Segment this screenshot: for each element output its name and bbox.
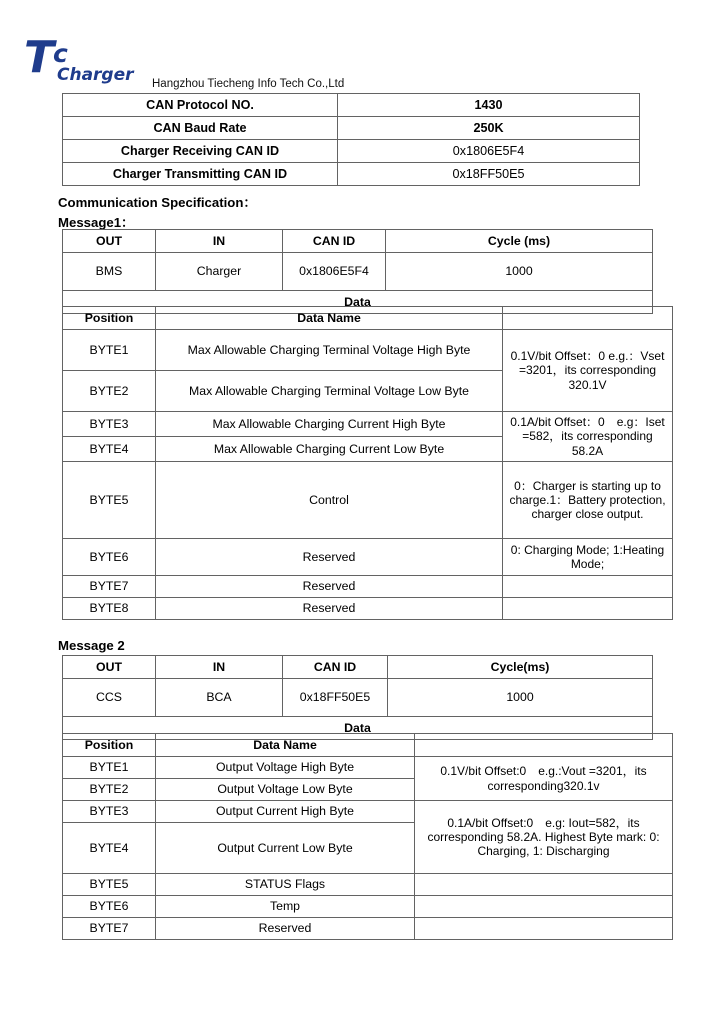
table-row [63, 679, 653, 717]
table-row [63, 253, 653, 291]
message1-heading: Message1： [58, 215, 135, 230]
msg1-byte4-position: BYTE4 [63, 437, 156, 462]
msg2-byte5-desc [415, 874, 673, 896]
msg2-col-dataname: Data Name [156, 734, 415, 757]
table-row [63, 462, 673, 539]
msg1-col-in: IN [156, 230, 283, 253]
msg2-byte7-position: BYTE7 [63, 918, 156, 940]
msg1-byte6-name: Reserved [156, 539, 503, 576]
msg2-byte1-name: Output Voltage High Byte [156, 757, 415, 779]
msg2-data-banner: Data [63, 717, 653, 740]
msg2-byte2-position: BYTE2 [63, 779, 156, 801]
table-row [63, 734, 673, 757]
msg2-byte4-name: Output Current Low Byte [156, 823, 415, 874]
msg2-byte7-name: Reserved [156, 918, 415, 940]
table-row [63, 140, 640, 163]
table-row [63, 576, 673, 598]
msg1-byte3-name: Max Allowable Charging Current High Byte [156, 412, 503, 437]
table-row [63, 539, 673, 576]
msg2-byte6-desc [415, 896, 673, 918]
msg2-col-canid: CAN ID [283, 656, 388, 679]
msg1-desc-voltage: 0.1V/bit Offset：0 e.g.：Vset =3201，its corresponding 320.1V [503, 330, 673, 412]
msg2-desc-voltage: 0.1V/bit Offset:0 e.g.:Vout =3201，its corresponding320.1v [415, 757, 673, 801]
msg2-val-canid: 0x18FF50E5 [283, 679, 388, 717]
table-row [63, 330, 673, 371]
transmitting-id-value: 0x18FF50E5 [338, 163, 640, 186]
company-logo [24, 34, 154, 90]
msg1-byte2-name: Max Allowable Charging Terminal Voltage Low Byte [156, 371, 503, 412]
msg1-desc-mode: 0: Charging Mode; 1:Heating Mode; [503, 539, 673, 576]
message1-data-table [62, 306, 673, 620]
msg2-val-in: BCA [156, 679, 283, 717]
table-row [63, 230, 653, 253]
msg1-byte7-name: Reserved [156, 576, 503, 598]
msg2-byte1-position: BYTE1 [63, 757, 156, 779]
msg1-data-banner: Data [63, 291, 653, 314]
msg1-val-out: BMS [63, 253, 156, 291]
protocol-no-value: 1430 [338, 94, 640, 117]
msg2-byte6-position: BYTE6 [63, 896, 156, 918]
msg2-byte4-position: BYTE4 [63, 823, 156, 874]
msg2-byte7-desc [415, 918, 673, 940]
msg2-desc-current: 0.1A/bit Offset:0 e.g: Iout=582，its corresponding 58.2A. Highest Byte mark: 0: Charging, 1: Discharging [415, 801, 673, 874]
table-row [63, 163, 640, 186]
msg1-byte2-position: BYTE2 [63, 371, 156, 412]
msg2-byte3-name: Output Current High Byte [156, 801, 415, 823]
baud-rate-value: 250K [338, 117, 640, 140]
msg2-col-desc [415, 734, 673, 757]
protocol-no-label: CAN Protocol NO. [63, 94, 338, 117]
logo-letter-t: T [24, 32, 54, 83]
receiving-id-label: Charger Receiving CAN ID [63, 140, 338, 163]
msg1-val-canid: 0x1806E5F4 [283, 253, 386, 291]
table-row [63, 94, 640, 117]
table-row [63, 918, 673, 940]
msg1-col-out: OUT [63, 230, 156, 253]
msg1-byte8-name: Reserved [156, 598, 503, 620]
msg1-byte8-desc [503, 598, 673, 620]
table-row [63, 412, 673, 437]
communication-specification-heading: Communication Specification： [58, 195, 257, 210]
msg2-col-cycle: Cycle(ms) [388, 656, 653, 679]
logo-letter-c: c [53, 39, 67, 68]
receiving-id-value: 0x1806E5F4 [338, 140, 640, 163]
msg2-col-out: OUT [63, 656, 156, 679]
msg2-val-cycle: 1000 [388, 679, 653, 717]
msg1-col-position: Position [63, 307, 156, 330]
msg1-desc-current: 0.1A/bit Offset：0 e.g：Iset =582，its corresponding 58.2A [503, 412, 673, 462]
table-row [63, 896, 673, 918]
msg1-byte3-position: BYTE3 [63, 412, 156, 437]
message2-data-table [62, 733, 673, 940]
msg2-val-out: CCS [63, 679, 156, 717]
message1-header-table [62, 229, 653, 314]
msg1-byte5-position: BYTE5 [63, 462, 156, 539]
msg1-byte8-position: BYTE8 [63, 598, 156, 620]
msg2-byte5-name: STATUS Flags [156, 874, 415, 896]
msg1-byte5-name: Control [156, 462, 503, 539]
msg2-byte2-name: Output Voltage Low Byte [156, 779, 415, 801]
msg1-col-desc [503, 307, 673, 330]
message2-header-table [62, 655, 653, 740]
table-row [63, 656, 653, 679]
table-row [63, 757, 673, 779]
msg1-val-in: Charger [156, 253, 283, 291]
msg1-byte1-position: BYTE1 [63, 330, 156, 371]
baud-rate-label: CAN Baud Rate [63, 117, 338, 140]
transmitting-id-label: Charger Transmitting CAN ID [63, 163, 338, 186]
table-row [63, 874, 673, 896]
msg2-byte3-position: BYTE3 [63, 801, 156, 823]
message2-heading: Message 2 [58, 638, 125, 653]
company-name: Hangzhou Tiecheng Info Tech Co.,Ltd [152, 78, 345, 90]
msg1-byte7-position: BYTE7 [63, 576, 156, 598]
protocol-info-table [62, 93, 640, 186]
table-row [63, 307, 673, 330]
msg1-byte1-name: Max Allowable Charging Terminal Voltage High Byte [156, 330, 503, 371]
msg2-col-in: IN [156, 656, 283, 679]
logo-charger-word: Charger [57, 65, 134, 85]
msg1-col-canid: CAN ID [283, 230, 386, 253]
msg1-col-dataname: Data Name [156, 307, 503, 330]
table-row [63, 801, 673, 823]
msg2-byte6-name: Temp [156, 896, 415, 918]
msg1-byte4-name: Max Allowable Charging Current Low Byte [156, 437, 503, 462]
msg1-byte6-position: BYTE6 [63, 539, 156, 576]
msg2-byte5-position: BYTE5 [63, 874, 156, 896]
msg1-val-cycle: 1000 [386, 253, 653, 291]
msg1-byte7-desc [503, 576, 673, 598]
msg2-col-position: Position [63, 734, 156, 757]
msg1-col-cycle: Cycle (ms) [386, 230, 653, 253]
table-row [63, 598, 673, 620]
msg1-desc-control: 0：Charger is starting up to charge.1：Battery protection, charger close output. [503, 462, 673, 539]
table-row [63, 117, 640, 140]
